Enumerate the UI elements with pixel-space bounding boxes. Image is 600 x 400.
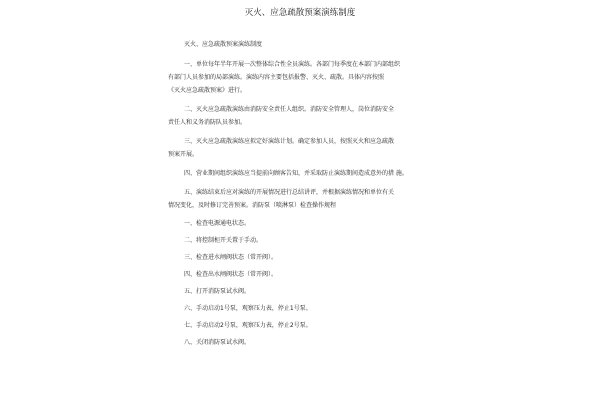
- step-6: 六、手动启动1号泵，观察压力表，停止1号泵。: [184, 305, 312, 312]
- step-2: 二、将控制柜开关置于手动。: [184, 237, 263, 244]
- paragraph-1: 一、单位每年半年开展一次整体综合性全员演练。各部门每季度在本部门内部组织 有部门人员参加的局部演练。演练内容主要包括报警、灭火、疏散。具体内容按照 《灭火应急疏散预案》进行。: [168, 61, 401, 94]
- step-4: 四、检查出水闸阀状态（常开阀）。: [184, 271, 278, 278]
- step-8: 八、关闭消防泵试水阀。: [184, 339, 251, 346]
- paragraph-3: 三、灭火应急疏散演练应拟定好演练计划。确定参加人员，按照灭火和应急疏散 预案开展。: [168, 138, 395, 158]
- paragraph-4: 四、营业期间组织演练应当提前向顾客告知，并采取防止演练期间造成意外的措 施。: [184, 170, 408, 177]
- document-subtitle: 灭火、应急疏散预案演练制度: [184, 41, 263, 48]
- paragraph-2: 二、灭火应急疏散演练由消防安全责任人组织。消防安全管理人，岗位消防安全 责任人和义务消防队员参加。: [168, 106, 395, 126]
- step-5: 五、打开消防泵试水阀。: [184, 288, 251, 295]
- document-title: 灭火、应急疏散预案演练制度: [244, 8, 356, 18]
- step-1: 一、检查电源通电状态。: [184, 220, 251, 227]
- step-7: 七、手动启动2号泵，观察压力表，停止2号泵。: [184, 322, 312, 329]
- paragraph-5: 五、演练结束后应对演练的开展情况进行总结讲评，并根据演练情况和单位有关 情况变化，及时修订完善预案。消防泵（喷淋泵）检查操作规程: [168, 189, 395, 209]
- document-body: [168, 40, 438, 353]
- step-3: 三、检查进水闸阀状态（常开阀）。: [184, 254, 278, 261]
